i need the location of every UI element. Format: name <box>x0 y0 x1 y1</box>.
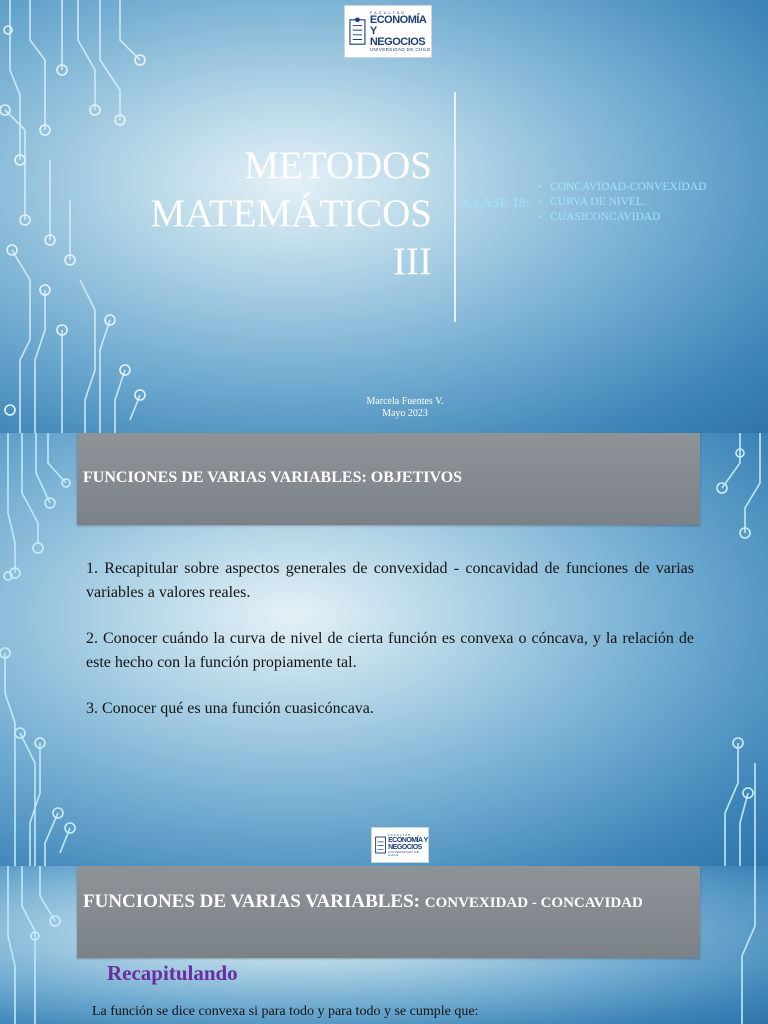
logo-line-3: NEGOCIOS <box>369 35 426 48</box>
objective-item: 1. Recapitular sobre aspectos generales de convexidad - concavidad de funciones de varias variables a valores reales. <box>86 560 694 601</box>
recap-slide <box>0 866 768 1024</box>
topic-item: • CONCAVIDAD-CONVEXIDAD <box>538 180 706 195</box>
objective-item: 3. Conocer qué es una función cuasicóncava. <box>86 700 374 717</box>
objectives-list <box>86 557 694 743</box>
university-logo <box>371 827 429 863</box>
logo-line-2: ECONOMÍA Y <box>369 13 426 37</box>
logo-line-3: NEGOCIOS <box>388 843 422 851</box>
course-title-line-2: MATEMÁTICOS <box>150 192 432 235</box>
course-title-line-1: METODOS <box>244 144 432 187</box>
topic-list <box>538 180 706 225</box>
logo-line-4: UNIVERSIDAD DE CHILE <box>388 849 420 857</box>
circuit-decoration-left <box>0 0 160 433</box>
topic-item: • CURVA DE NIVEL. <box>538 195 706 210</box>
logo-line-2: ECONOMÍA Y <box>388 836 428 844</box>
recap-heading: Recapitulando <box>107 961 238 985</box>
logo-line-1: FACULTAD <box>388 832 412 837</box>
convexity-title-sub: CONVEXIDAD - CONCAVIDAD <box>424 895 643 911</box>
presentation-date: Mayo 2023 <box>382 408 428 419</box>
objectives-slide <box>0 433 768 866</box>
course-title-line-3: III <box>393 240 432 283</box>
clase-label: CLASE 18: <box>464 196 530 211</box>
topic-item: • CUASICONCAVIDAD <box>538 210 706 225</box>
seal-icon <box>375 833 386 857</box>
objective-item: 2. Conocer cuándo la curva de nivel de cierta función es convexa o cóncava, y la relación de este hecho con la función propiamente tal. <box>86 630 694 671</box>
author-name: Marcela Fuentes V. <box>366 396 444 407</box>
convexity-banner <box>77 866 700 958</box>
logo-line-1: FACULTAD <box>369 9 407 15</box>
author-block <box>300 396 510 420</box>
convexity-title-main: FUNCIONES DE VARIAS VARIABLES: <box>83 891 425 912</box>
title-slide <box>0 0 768 433</box>
objectives-title: FUNCIONES DE VARIAS VARIABLES: OBJETIVOS <box>83 469 463 486</box>
logo-line-4: UNIVERSIDAD DE CHILE <box>369 46 431 52</box>
convexity-definition: La función se dice convexa si para todo y para todo y se cumple que: <box>92 1004 479 1019</box>
seal-icon <box>349 15 366 49</box>
convexity-title <box>83 890 683 915</box>
objectives-banner <box>77 433 700 525</box>
title-divider <box>454 92 456 322</box>
course-title <box>150 142 432 286</box>
university-logo <box>344 5 432 58</box>
